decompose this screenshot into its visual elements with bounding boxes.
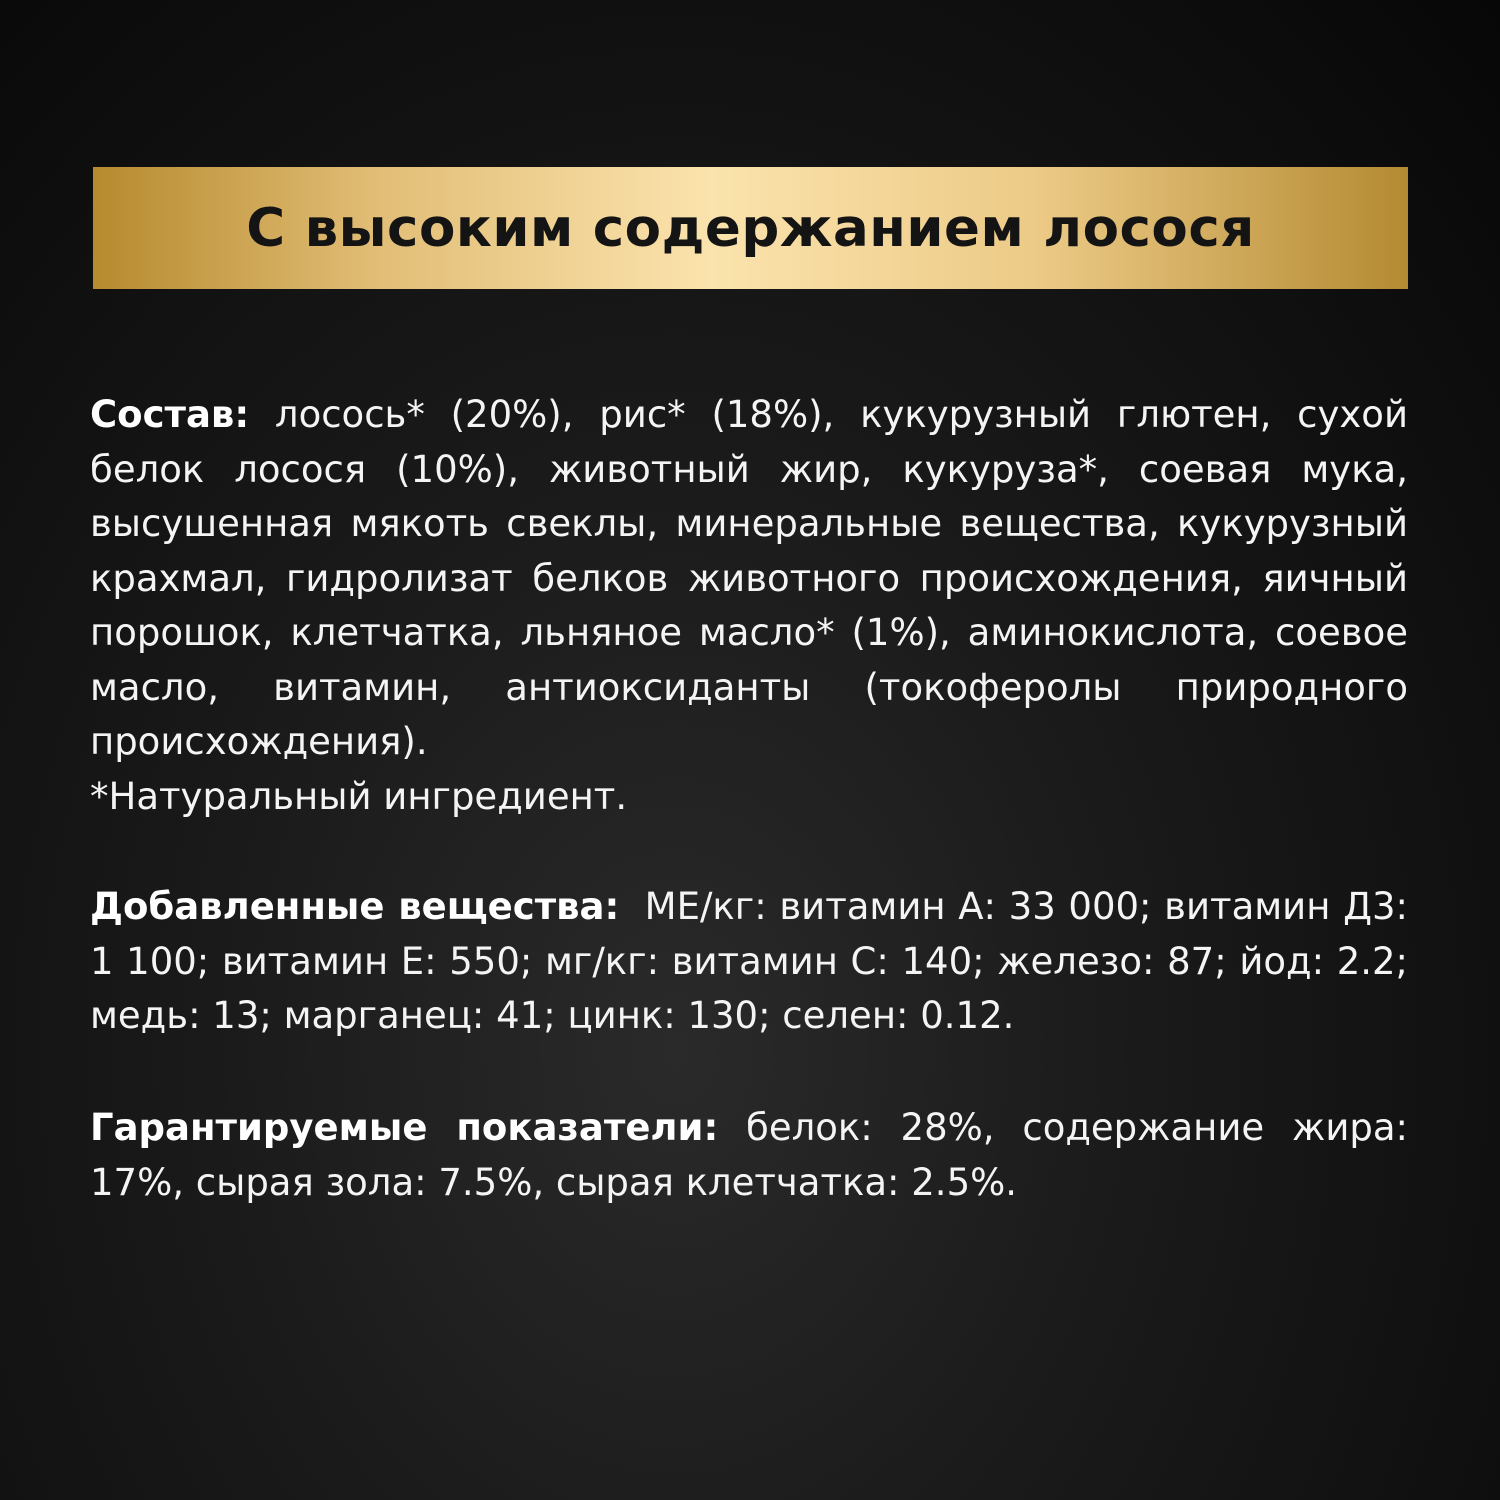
guaranteed-text: белок: 28%, содержание жира: 17%, сырая зола: 7.5%, сырая клетчатка: 2.5%.	[90, 1106, 1408, 1204]
additives-label: Добавленные вещества:	[90, 885, 620, 928]
guaranteed-section	[90, 1101, 1408, 1210]
guaranteed-label: Гарантируемые показатели:	[90, 1106, 719, 1149]
additives-text: МЕ/кг: витамин А: 33 000; витамин Д3: 1 100; витамин Е: 550; мг/кг: витамин С: 140; железо: 87; йод: 2.2; медь: 13; марганец: 41; цинк: 130; селен: 0.12.	[90, 885, 1420, 1037]
natural-ingredient-note: *Натуральный ингредиент.	[90, 774, 628, 818]
composition-section	[90, 388, 1408, 824]
banner-title: С высоким содержанием лосося	[246, 197, 1255, 259]
title-banner	[93, 167, 1408, 289]
composition-text: лосось* (20%), рис* (18%), кукурузный глютен, сухой белок лосося (10%), животный жир, кукуруза*, соевая мука, высушенная мякоть свеклы, минеральные вещества, кукурузный крахмал, гидролизат белков животного происхождения, яичный порошок, клетчатка, льняное масло* (1%), аминокислота, соевое масло, витамин, антиоксиданты (токоферолы природного происхождения).	[90, 393, 1408, 763]
additives-section	[90, 880, 1420, 1044]
composition-label: Состав:	[90, 393, 250, 436]
